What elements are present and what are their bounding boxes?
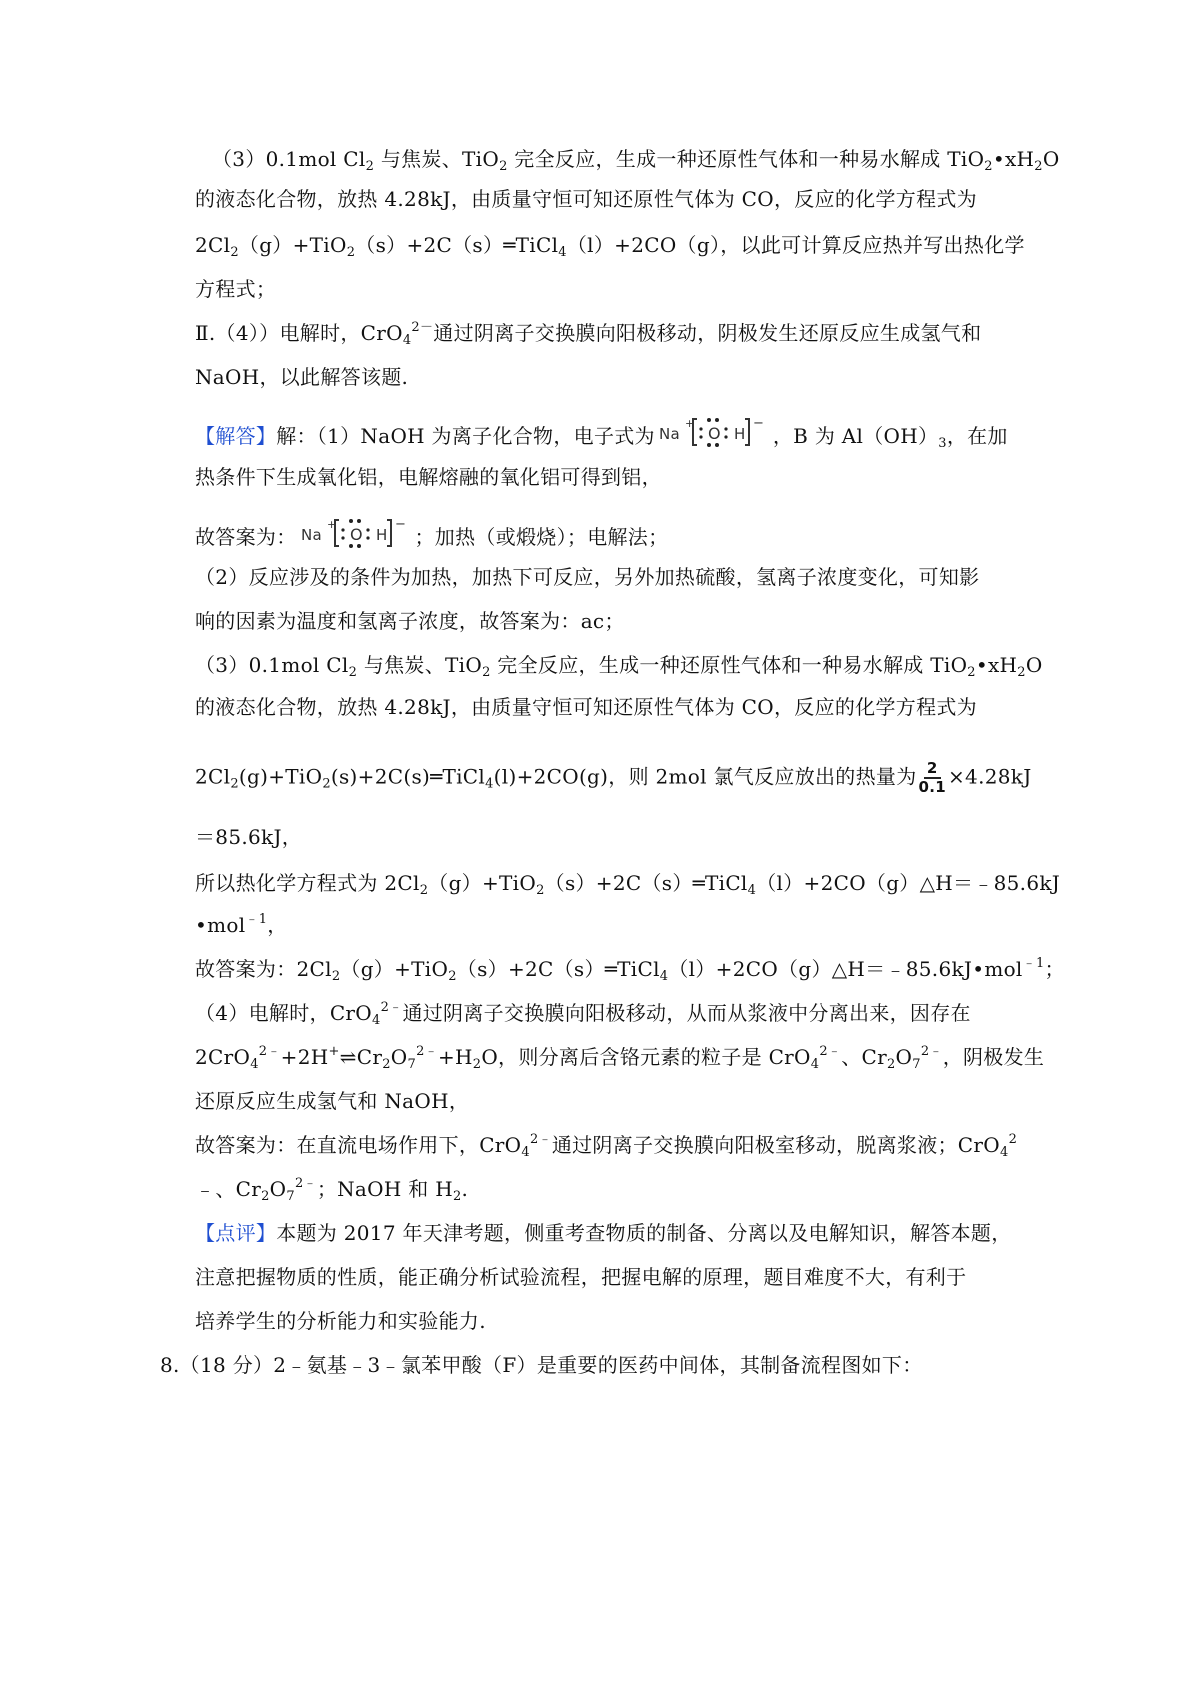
answer-4-line1: （4）电解时，CrO$_4^{2﹣}$通过阴离子交换膜向阳极移动，从而从浆液中分离出来，因存在 [195,1000,971,1028]
lewis-structure-naoh-1 [659,415,769,449]
answer-2-line1: （2）反应涉及的条件为加热，加热下可反应，另外加热硫酸，氢离子浓度变化，可知影 [195,565,980,589]
analysis-4-line2: NaOH，以此解答该题. [195,365,409,389]
answer-line2: 热条件下生成氧化铝，电解熔融的氧化铝可得到铝， [195,465,662,489]
answer-3-thermo-line1: 所以热化学方程式为 $2Cl_2(g)+TiO_2(s)+2C(s)═TiCl_4(l)+2CO(g)\triangle H=﹣85.6kJ$ [195,871,1061,898]
svg-text:H: H [375,526,388,544]
answer-line3: 故答案为： Na + O H − ；加热（或煅烧）；电解法； [195,517,669,549]
answer-line1: 【解答】解：（1）NaOH 为离子化合物，电子式为 Na + O H − ，B 为 $Al(OH)_3$，在加 [195,416,1008,451]
review-line1: 【点评】本题为 2017 年天津考题，侧重考查物质的制备、分离以及电解知识，解答本题， [195,1221,1012,1245]
answer-3-equation-line: $2Cl_2(g)+TiO_2(s)+2C(s)═TiCl_4(l)+2CO(g)$，则 2mol 氯气反应放出的热量为 $\frac{2}{0.1}$ ×4.28kJ [195,759,1032,796]
review-line3: 培养学生的分析能力和实验能力. [195,1309,486,1333]
question-8: 8.（18 分）2﹣氨基﹣3﹣氯苯甲酸（F）是重要的医药中间体，其制备流程图如下： [160,1353,923,1377]
answer-3-thermo-line2: •mol$^{﹣1}$， [195,912,288,937]
answer-4-line2: $2CrO_4^{2﹣}+2H^+\rightleftharpoons Cr_2O_7^{2﹣}+H_2O$，则分离后含铬元素的粒子是 CrO$_4^{2﹣}$、$Cr_2O_7^{2﹣}$，阴极发生 [195,1044,1045,1072]
analysis-3-line4: 方程式； [195,277,277,301]
answer-2-line2: 响的因素为温度和氢离子浓度，故答案为：ac； [195,609,625,633]
svg-text:O: O [349,525,363,544]
analysis-3-line1: （3）0.1mol $Cl_2$ 与焦炭、TiO$_2$ 完全反应，生成一种还原性气体和一种易水解成 $TiO_2•xH_2O$ [212,147,1060,174]
svg-text:−: − [394,517,406,532]
svg-text:O: O [707,424,721,443]
answer-3-result: ＝85.6kJ， [195,825,303,849]
answer-label: 【解答】 [195,424,277,448]
svg-text:+: + [326,518,337,531]
review-label: 【点评】 [195,1221,277,1245]
analysis-3-line3: $2Cl_2(g)+TiO_2(s)+2C(s)═TiCl_4(l)+2CO(g)$，以此可计算反应热并写出热化学 [195,233,1025,260]
svg-text:−: − [752,416,765,431]
lewis-structure-naoh-2 [301,516,411,550]
heat-fraction: $\frac{2}{0.1}$ [918,759,946,796]
answer-3-line2: 的液态化合物，放热 4.28kJ，由质量守恒可知还原性气体为 CO，反应的化学方程式为 [195,695,977,719]
answer-4-line5: ﹣、$Cr_2O_7^{2﹣}$；NaOH 和 $H_2$. [195,1176,469,1204]
answer-4-line3: 还原反应生成氢气和 NaOH， [195,1089,470,1113]
review-line2: 注意把握物质的性质，能正确分析试验流程，把握电解的原理，题目难度不大，有利于 [195,1265,967,1289]
answer-3-line1: （3）0.1mol $Cl_2$ 与焦炭、TiO$_2$ 完全反应，生成一种还原性气体和一种易水解成 $TiO_2•xH_2O$ [195,653,1043,680]
analysis-4-line1: Ⅱ.（4））电解时，CrO$_4^{2-}$通过阴离子交换膜向阳极移动，阴极发生还原反应生成氢气和 [195,320,982,348]
analysis-3-line2: 的液态化合物，放热 4.28kJ，由质量守恒可知还原性气体为 CO，反应的化学方程式为 [195,187,977,211]
answer-3-final: 故答案为：$2Cl_2(g)+TiO_2(s)+2C(s)═TiCl_4(l)+2CO(g)\triangle H=﹣85.6kJ•mol^{﹣1}$； [195,956,1065,984]
svg-text:Na: Na [658,425,680,443]
answer-4-line4: 故答案为：在直流电场作用下，CrO$_4^{2﹣}$通过阴离子交换膜向阳极室移动，脱离浆液；CrO$_4^2$ [195,1132,1018,1160]
svg-text:H: H [733,425,746,443]
svg-text:Na: Na [300,526,322,544]
svg-text:+: + [684,417,695,430]
